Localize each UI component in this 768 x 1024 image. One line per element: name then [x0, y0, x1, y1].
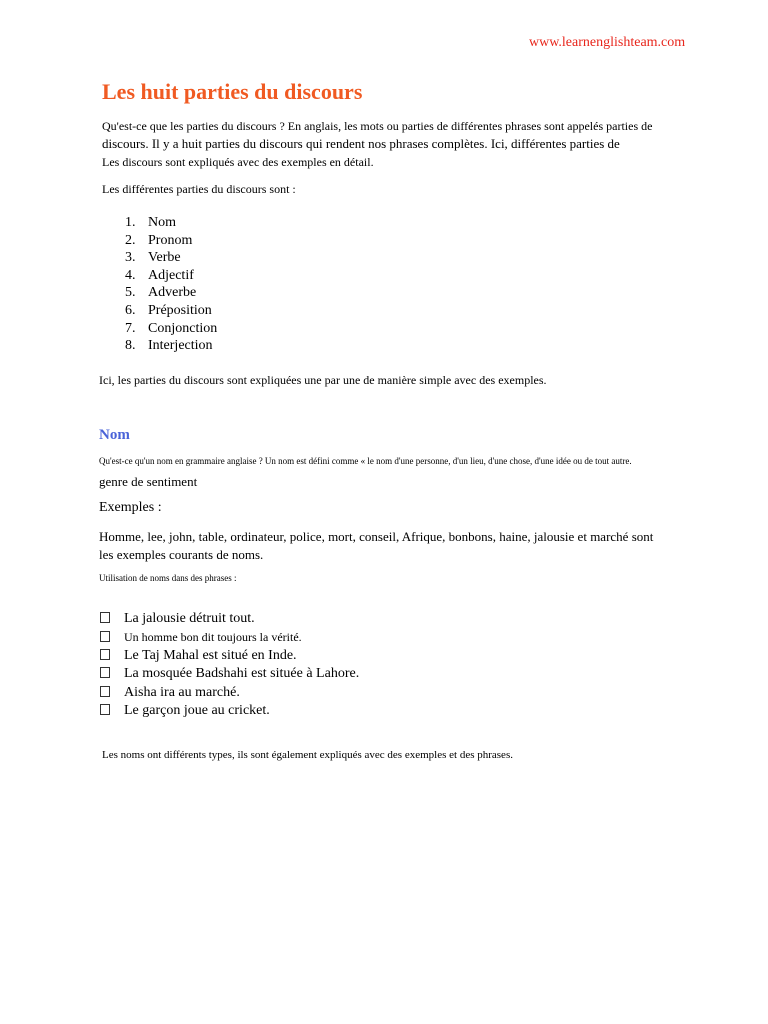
intro-line-1: Qu'est-ce que les parties du discours ? En anglais, les mots ou parties de différentes phrases sont appelés parties de [102, 119, 653, 133]
checkbox-bullet-icon [100, 667, 110, 678]
list-item: Aisha ira au marché. [100, 684, 359, 702]
examples-line-2: les exemples courants de noms. [99, 547, 264, 562]
list-item: Un homme bon dit toujours la vérité. [100, 628, 359, 646]
usage-label: Utilisation de noms dans des phrases : [99, 573, 237, 583]
list-item: 4. Adjectif [125, 267, 194, 283]
list-item: 7. Conjonction [125, 320, 218, 336]
nom-definition-continued: genre de sentiment [99, 474, 198, 489]
intro-line-2: discours. Il y a huit parties du discours qui rendent nos phrases complètes. Ici, différentes parties de [102, 136, 620, 151]
checkbox-bullet-icon [100, 631, 110, 642]
examples-line-1: Homme, lee, john, table, ordinateur, police, mort, conseil, Afrique, bonbons, haine, jalousie et marché sont [99, 529, 654, 544]
parts-of-speech-list [125, 214, 217, 355]
checkbox-bullet-icon [100, 704, 110, 715]
site-url[interactable]: www.learnenglishteam.com [529, 35, 686, 50]
checkbox-bullet-icon [100, 612, 110, 623]
list-item: 8. Interjection [125, 338, 213, 354]
list-item: Le Taj Mahal est situé en Inde. [100, 647, 359, 665]
list-intro: Les différentes parties du discours sont : [102, 182, 296, 196]
checkbox-bullet-icon [100, 649, 110, 660]
list-item: Le garçon joue au cricket. [100, 702, 359, 720]
list-item: La mosquée Badshahi est située à Lahore. [100, 665, 359, 683]
intro-line-3: Les discours sont expliqués avec des exemples en détail. [102, 155, 374, 169]
checkbox-bullet-icon [100, 686, 110, 697]
list-item: 1. Nom [125, 215, 176, 230]
nom-definition: Qu'est-ce qu'un nom en grammaire anglaise ? Un nom est défini comme « le nom d'une personne, d'un lieu, d'une chose, d'une idée ou de tout autre. [99, 456, 632, 466]
explanation-intro: Ici, les parties du discours sont expliquées une par une de manière simple avec des exemples. [99, 373, 547, 387]
page-title: Les huit parties du discours [102, 79, 363, 104]
list-item: 3. Verbe [125, 250, 181, 266]
examples-label: Exemples : [99, 500, 162, 515]
list-item: La jalousie détruit tout. [100, 610, 359, 628]
section-heading-nom: Nom [99, 427, 130, 443]
list-item: 6. Préposition [125, 302, 212, 318]
intro-paragraph [102, 117, 652, 171]
example-sentences-list [100, 610, 359, 720]
list-item: 2. Pronom [125, 232, 193, 248]
types-note: Les noms ont différents types, ils sont également expliqués avec des exemples et des phrases. [102, 749, 513, 761]
list-item: 5. Adverbe [125, 285, 197, 301]
